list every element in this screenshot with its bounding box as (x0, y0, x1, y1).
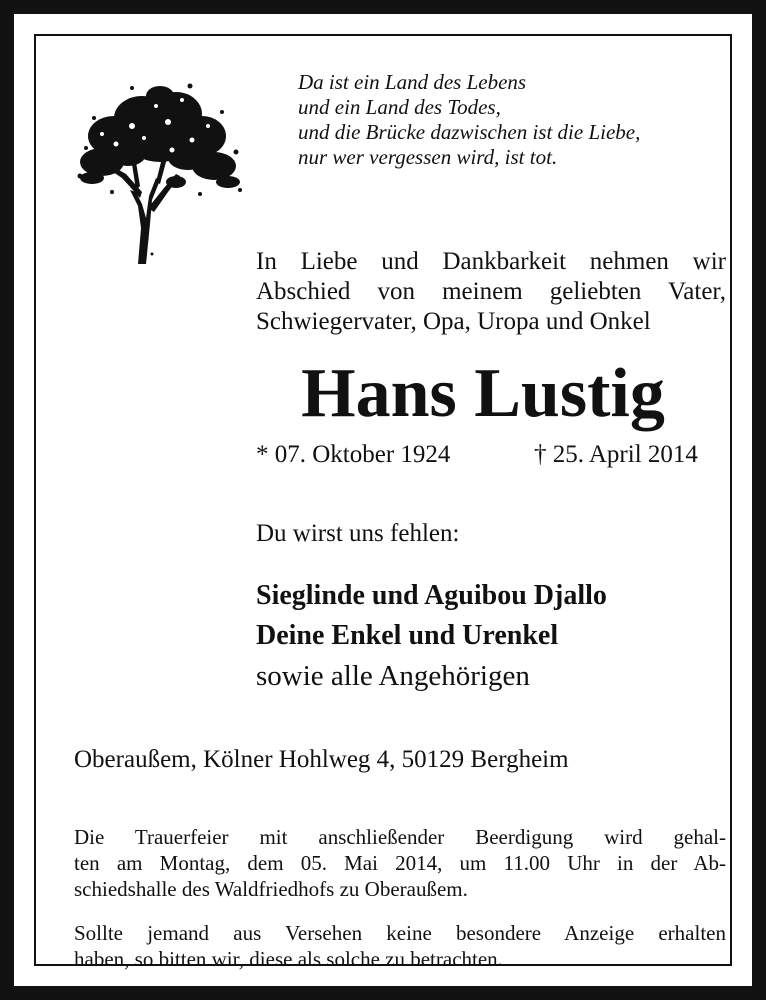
intro-line: Schwiegervater, Opa, Uropa und Onkel (256, 308, 651, 335)
poem-line: nur wer vergessen wird, ist tot. (298, 145, 558, 169)
notice-line: Sollte jemand aus Versehen keine besondere Anzeige erhalten (74, 921, 726, 945)
poem-line: und die Brücke dazwischen ist die Liebe, (298, 120, 641, 144)
death-date: † 25. April 2014 (534, 441, 698, 468)
mourners-list (256, 576, 607, 696)
mourner-line: Deine Enkel und Urenkel (256, 620, 559, 651)
intro-text (256, 247, 726, 337)
intro-line: Abschied von meinem geliebten Vater, (256, 278, 726, 305)
poem (298, 70, 640, 170)
intro-line: In Liebe und Dankbarkeit nehmen wir (256, 248, 726, 275)
funeral-line: ten am Montag, dem 05. Mai 2014, um 11.00 Uhr in der Ab- (74, 851, 726, 875)
poem-line: Da ist ein Land des Lebens (298, 70, 527, 94)
mourner-line: sowie alle Angehörigen (256, 660, 530, 692)
notice (74, 920, 726, 972)
funeral-line: Die Trauerfeier mit anschließender Beerdigung wird gehal- (74, 825, 726, 849)
address: Oberaußem, Kölner Hohlweg 4, 50129 Bergheim (74, 746, 569, 773)
mourner-line: Sieglinde und Aguibou Djallo (256, 580, 607, 611)
deceased-name: Hans Lustig (301, 355, 665, 432)
notice-line: haben, so bitten wir, diese als solche zu betrachten. (74, 947, 503, 971)
mourners-intro: Du wirst uns fehlen: (256, 520, 460, 547)
funeral-info (74, 824, 726, 902)
poem-line: und ein Land des Todes, (298, 95, 501, 119)
birth-date: * 07. Oktober 1924 (256, 441, 451, 468)
funeral-line: schiedshalle des Waldfriedhofs zu Oberaußem. (74, 877, 468, 901)
tree-icon (72, 78, 244, 266)
